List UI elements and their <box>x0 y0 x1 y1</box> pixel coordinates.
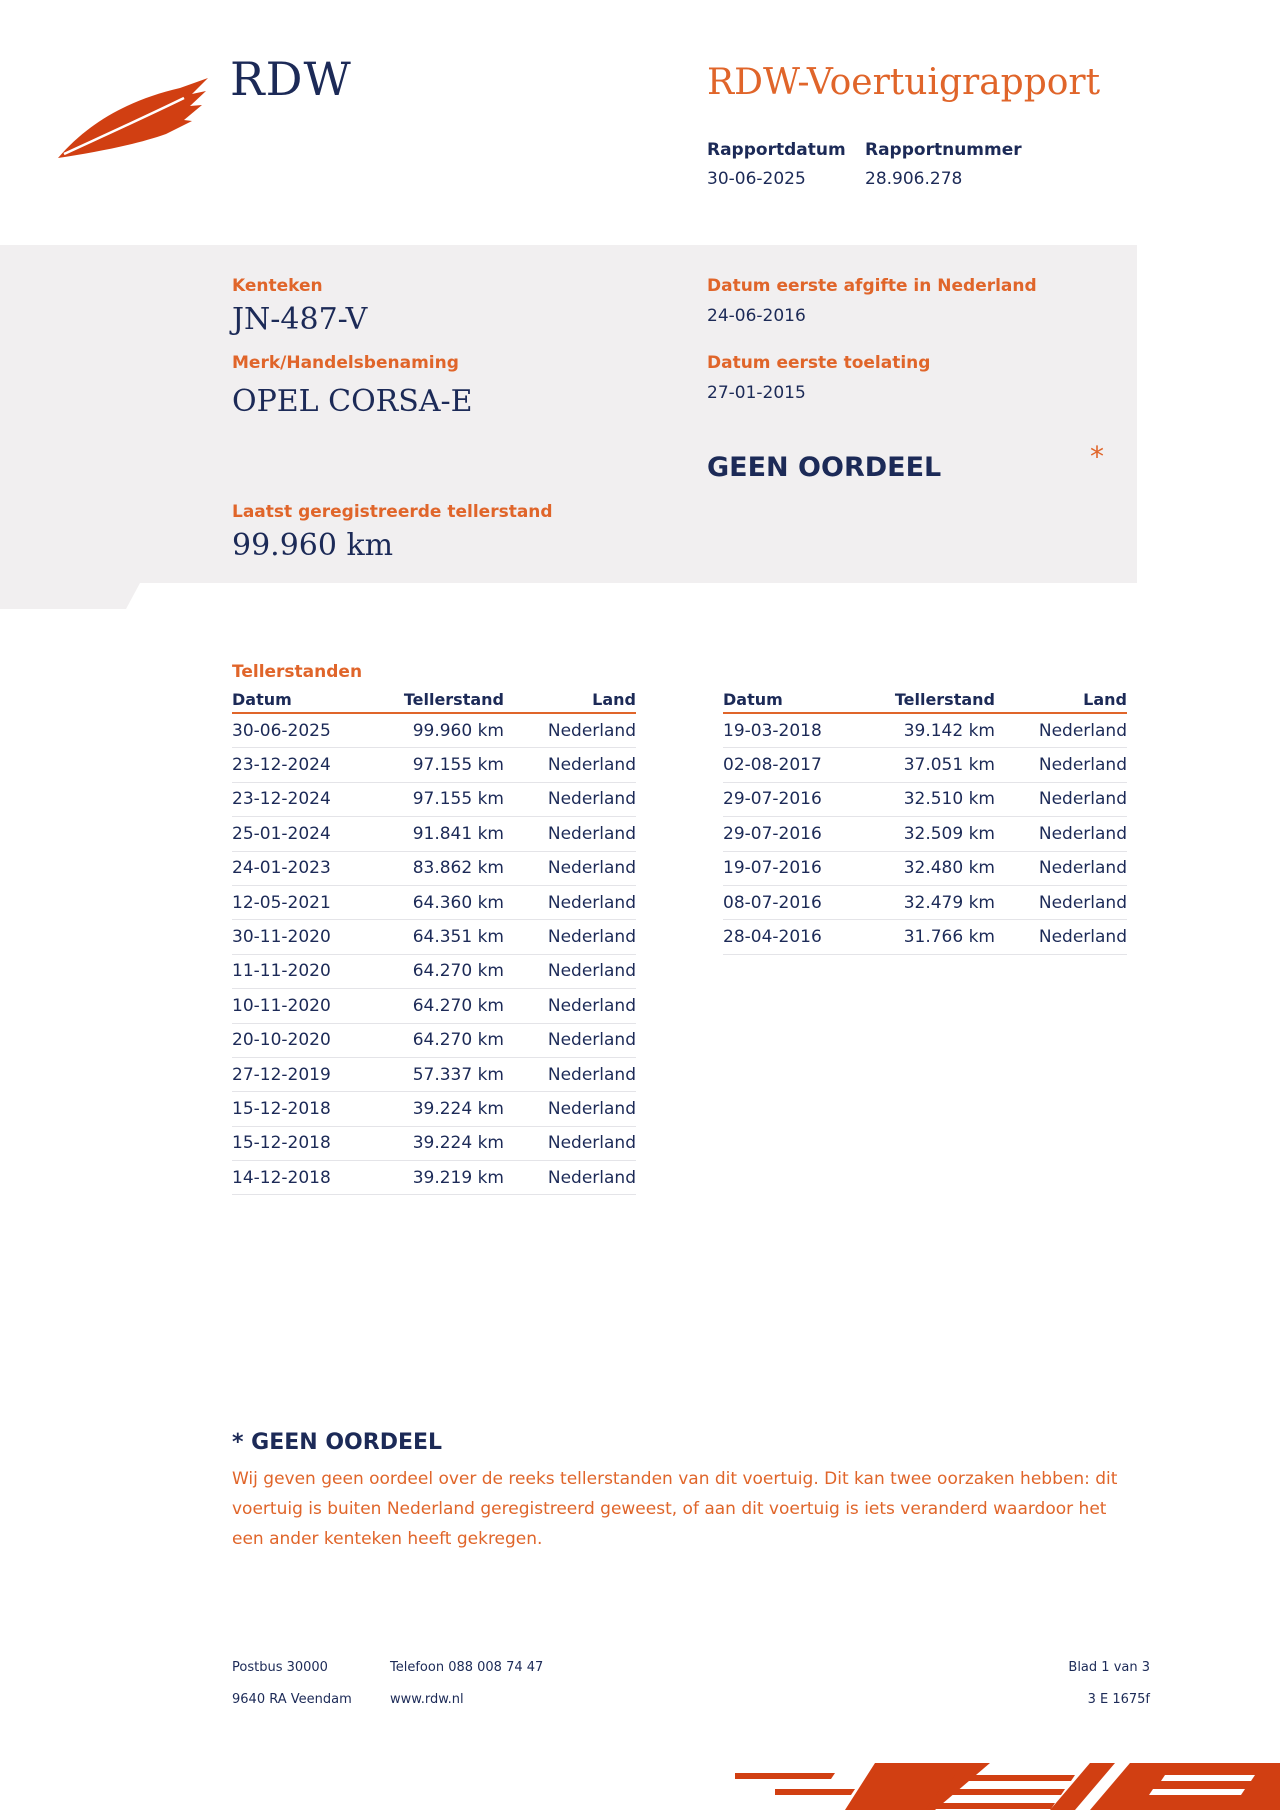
cell-date: 02-08-2017 <box>723 755 822 776</box>
report-number: 28.906.278 <box>865 169 963 189</box>
table-row <box>232 817 636 851</box>
report-number-label: Rapportnummer <box>865 140 1022 160</box>
first-admission-label: Datum eerste toelating <box>707 353 931 373</box>
column-date: Datum <box>723 690 783 709</box>
cell-reading: 83.862 km <box>412 858 504 879</box>
footer-postal-city: 9640 RA Veendam <box>232 1692 352 1707</box>
table-row <box>232 989 636 1023</box>
plate-label: Kenteken <box>232 276 323 296</box>
cell-reading: 57.337 km <box>412 1064 504 1085</box>
cell-reading: 32.509 km <box>903 823 995 844</box>
report-date-label: Rapportdatum <box>707 140 846 160</box>
cell-reading: 32.479 km <box>903 892 995 913</box>
cell-reading: 99.960 km <box>412 720 504 741</box>
cell-country: Nederland <box>547 823 636 844</box>
cell-reading: 39.224 km <box>412 1098 504 1119</box>
first-registration-nl-value: 24-06-2016 <box>707 306 806 326</box>
cell-country: Nederland <box>1038 720 1127 741</box>
table-row <box>232 1127 636 1161</box>
column-country: Land <box>592 690 636 709</box>
cell-date: 10-11-2020 <box>232 995 331 1016</box>
table-row <box>232 1092 636 1126</box>
table-row <box>723 714 1127 748</box>
cell-date: 14-12-2018 <box>232 1167 331 1188</box>
odometer-heading: Tellerstanden <box>232 662 363 682</box>
table-row <box>723 886 1127 920</box>
table-row <box>723 783 1127 817</box>
speed-stripes-graphic-icon <box>735 1755 1280 1810</box>
table-row <box>232 1024 636 1058</box>
first-registration-nl-label: Datum eerste afgifte in Nederland <box>707 276 1037 296</box>
cell-reading: 97.155 km <box>412 755 504 776</box>
table-row <box>232 748 636 782</box>
cell-reading: 64.360 km <box>412 892 504 913</box>
footer-website-link[interactable]: www.rdw.nl <box>390 1692 464 1707</box>
table-row <box>723 852 1127 886</box>
cell-reading: 64.351 km <box>412 927 504 948</box>
table-row <box>232 783 636 817</box>
cell-date: 25-01-2024 <box>232 823 331 844</box>
footer-po-box: Postbus 30000 <box>232 1660 328 1675</box>
first-admission-value: 27-01-2015 <box>707 383 806 403</box>
footnote-text: Wij geven geen oordeel over de reeks tellerstanden van dit voertuig. Dit kan twee oorzaken hebben: dit voertuig is buiten Nederland geregistreerd geweest, of aan dit voertuig is iets veranderd waardoor het een ander kenteken heeft gekregen. <box>232 1469 1118 1549</box>
cell-country: Nederland <box>1038 858 1127 879</box>
cell-country: Nederland <box>547 1098 636 1119</box>
cell-date: 12-05-2021 <box>232 892 331 913</box>
cell-country: Nederland <box>547 892 636 913</box>
cell-date: 15-12-2018 <box>232 1098 331 1119</box>
cell-country: Nederland <box>547 1064 636 1085</box>
cell-country: Nederland <box>547 927 636 948</box>
cell-date: 30-11-2020 <box>232 927 331 948</box>
plate-value: JN-487-V <box>232 302 368 337</box>
cell-reading: 37.051 km <box>903 755 995 776</box>
footer-phone: Telefoon 088 008 74 47 <box>390 1660 544 1675</box>
table-row <box>232 852 636 886</box>
cell-date: 23-12-2024 <box>232 789 331 810</box>
table-body <box>232 714 636 1195</box>
column-reading: Tellerstand <box>894 690 995 709</box>
cell-country: Nederland <box>547 720 636 741</box>
table-row <box>232 955 636 989</box>
table-row <box>232 714 636 748</box>
cell-country: Nederland <box>547 755 636 776</box>
cell-date: 28-04-2016 <box>723 927 822 948</box>
brand-name: RDW <box>230 52 352 106</box>
table-header <box>723 690 1127 714</box>
footer-document-code: 3 E 1675f <box>1087 1692 1150 1707</box>
cell-country: Nederland <box>1038 823 1127 844</box>
cell-date: 24-01-2023 <box>232 858 331 879</box>
verdict-text: GEEN OORDEEL <box>707 452 942 483</box>
make-value: OPEL CORSA-E <box>232 384 473 419</box>
cell-reading: 97.155 km <box>412 789 504 810</box>
cell-reading: 39.219 km <box>412 1167 504 1188</box>
cell-date: 23-12-2024 <box>232 755 331 776</box>
cell-date: 11-11-2020 <box>232 961 331 982</box>
cell-country: Nederland <box>547 995 636 1016</box>
cell-date: 29-07-2016 <box>723 789 822 810</box>
table-row <box>232 1161 636 1195</box>
panel-notch <box>0 583 140 609</box>
column-reading: Tellerstand <box>403 690 504 709</box>
cell-reading: 39.224 km <box>412 1133 504 1154</box>
cell-date: 29-07-2016 <box>723 823 822 844</box>
cell-country: Nederland <box>1038 927 1127 948</box>
cell-date: 15-12-2018 <box>232 1133 331 1154</box>
make-label: Merk/Handelsbenaming <box>232 353 459 373</box>
cell-date: 08-07-2016 <box>723 892 822 913</box>
cell-country: Nederland <box>547 789 636 810</box>
rdw-feather-logo-icon <box>58 78 208 163</box>
report-title: RDW-Voertuigrapport <box>707 62 1101 103</box>
cell-reading: 64.270 km <box>412 1030 504 1051</box>
table-row <box>232 886 636 920</box>
table-header <box>232 690 636 714</box>
column-country: Land <box>1083 690 1127 709</box>
cell-reading: 39.142 km <box>903 720 995 741</box>
cell-reading: 91.841 km <box>412 823 504 844</box>
cell-country: Nederland <box>1038 789 1127 810</box>
cell-date: 19-03-2018 <box>723 720 822 741</box>
cell-reading: 64.270 km <box>412 995 504 1016</box>
footnote-title: * GEEN OORDEEL <box>232 1430 443 1455</box>
verdict-footnote-marker: * <box>1090 440 1104 473</box>
footer-page-number: Blad 1 van 3 <box>1068 1660 1150 1675</box>
table-row <box>232 1058 636 1092</box>
cell-reading: 31.766 km <box>903 927 995 948</box>
odometer-table-left <box>232 690 636 1195</box>
table-row <box>723 817 1127 851</box>
last-odometer-label: Laatst geregistreerde tellerstand <box>232 502 553 522</box>
table-row <box>232 920 636 954</box>
cell-country: Nederland <box>547 1167 636 1188</box>
cell-country: Nederland <box>1038 892 1127 913</box>
cell-date: 20-10-2020 <box>232 1030 331 1051</box>
report-date: 30-06-2025 <box>707 169 806 189</box>
cell-country: Nederland <box>547 1030 636 1051</box>
column-date: Datum <box>232 690 292 709</box>
odometer-table-right <box>723 690 1127 955</box>
cell-country: Nederland <box>1038 755 1127 776</box>
last-odometer-value: 99.960 km <box>232 528 394 563</box>
cell-date: 19-07-2016 <box>723 858 822 879</box>
cell-reading: 64.270 km <box>412 961 504 982</box>
cell-country: Nederland <box>547 961 636 982</box>
cell-date: 30-06-2025 <box>232 720 331 741</box>
cell-reading: 32.480 km <box>903 858 995 879</box>
table-row <box>723 748 1127 782</box>
cell-reading: 32.510 km <box>903 789 995 810</box>
table-row <box>723 920 1127 954</box>
table-body <box>723 714 1127 955</box>
cell-country: Nederland <box>547 858 636 879</box>
cell-country: Nederland <box>547 1133 636 1154</box>
cell-date: 27-12-2019 <box>232 1064 331 1085</box>
